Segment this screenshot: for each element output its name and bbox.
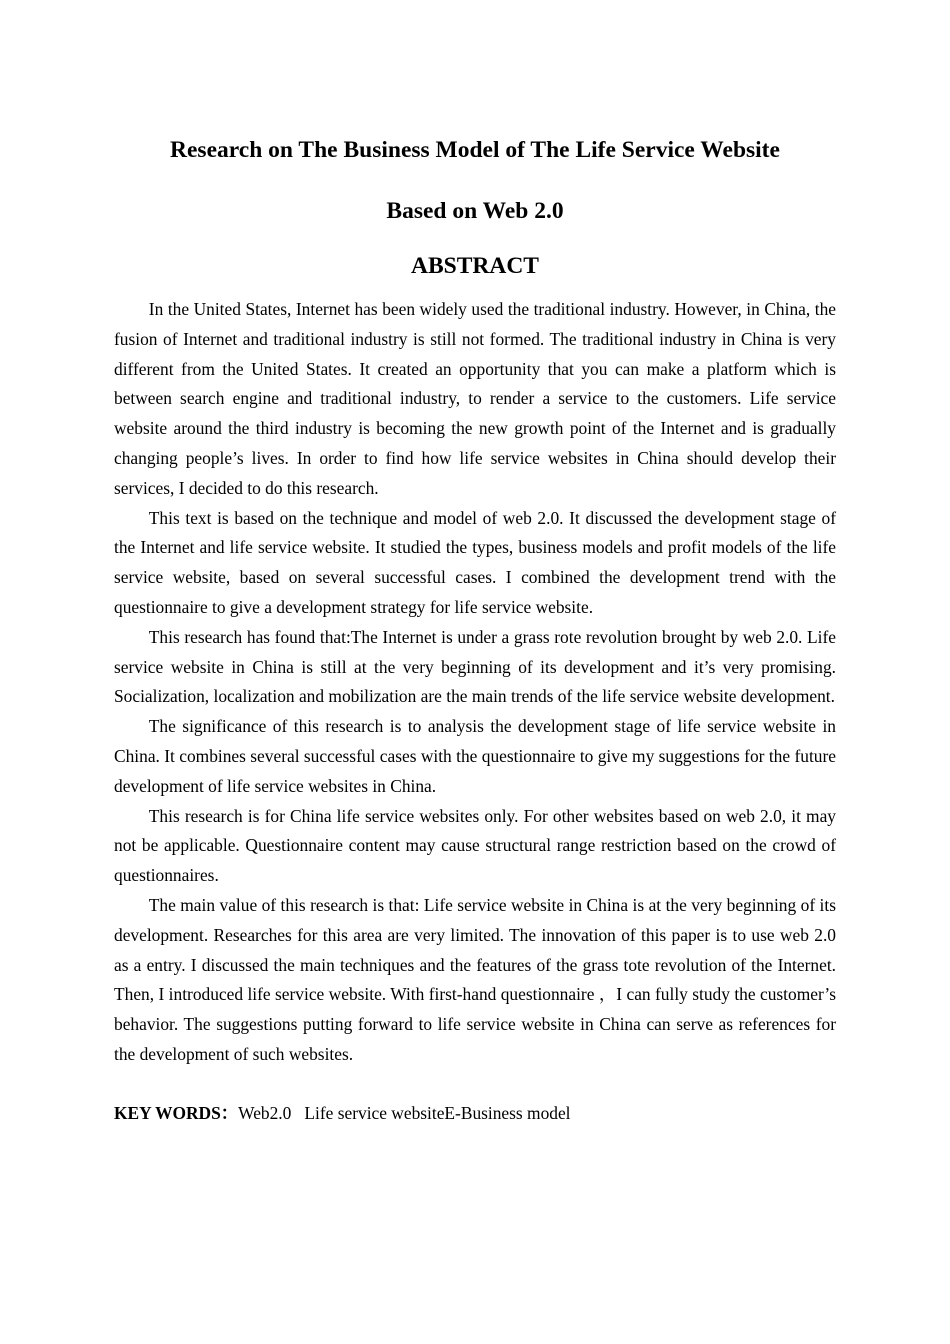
abstract-paragraph-5: This research is for China life service websites only. For other websites based on web 2.0, it may not be applicable. Questionnaire content may cause structural range restriction based on the crowd of questionnaires. <box>114 805 836 886</box>
document-page <box>114 128 836 1129</box>
abstract-paragraph-3: This research has found that:The Internet is under a grass rote revolution brought by web 2.0. Life service website in China is still at the very beginning of its development and it’s very promising. Socialization, localization and mobilization are the main trends of the life service website development. <box>114 626 836 707</box>
keywords-label: KEY WORDS： <box>114 1102 239 1123</box>
abstract-paragraph-1: In the United States, Internet has been widely used the traditional industry. However, in China, the fusion of Internet and traditional industry is still not formed. The traditional industry in China is very different from the United States. It created an opportunity that you can make a platform which is between search engine and traditional industry, to render a service to the customers. Life service website around the third industry is becoming the new growth point of the Internet and is gradually changing people’s lives. In order to find how life service websites in China should develop their services, I decided to do this research. <box>114 299 836 498</box>
abstract-paragraph-6: The main value of this research is that: Life service website in China is at the very beginning of its development. Researches for this area are very limited. The innovation of this paper is to use web 2.0 as a entry. I discussed the main techniques and the features of the grass tote revolution of the Internet. Then, I introduced life service website. With first-hand questionnaire ，I can fully study the customer’s behavior. The suggestions putting forward to life service website in China can serve as references for the development of such websites. <box>114 894 836 1064</box>
keyword-web20: Web2.0 <box>238 1102 292 1123</box>
abstract-paragraph-2: This text is based on the technique and model of web 2.0. It discussed the development stage of the Internet and life service website. It studied the types, business models and profit models of the life service website, based on several successful cases. I combined the development trend with the questionnaire to give a development strategy for life service website. <box>114 507 836 617</box>
title-line-2: Based on Web 2.0 <box>386 198 564 224</box>
keyword-life-service: Life service websiteE-Business model <box>304 1102 571 1123</box>
abstract-body <box>114 295 836 1070</box>
title-line-1: Research on The Business Model of The Life Service Website <box>170 137 780 163</box>
abstract-paragraph-4: The significance of this research is to analysis the development stage of life service website in China. It combines several successful cases with the questionnaire to give my suggestions for the future development of life service websites in China. <box>114 716 836 796</box>
abstract-heading: ABSTRACT <box>411 253 539 279</box>
keywords-line <box>114 1099 836 1129</box>
